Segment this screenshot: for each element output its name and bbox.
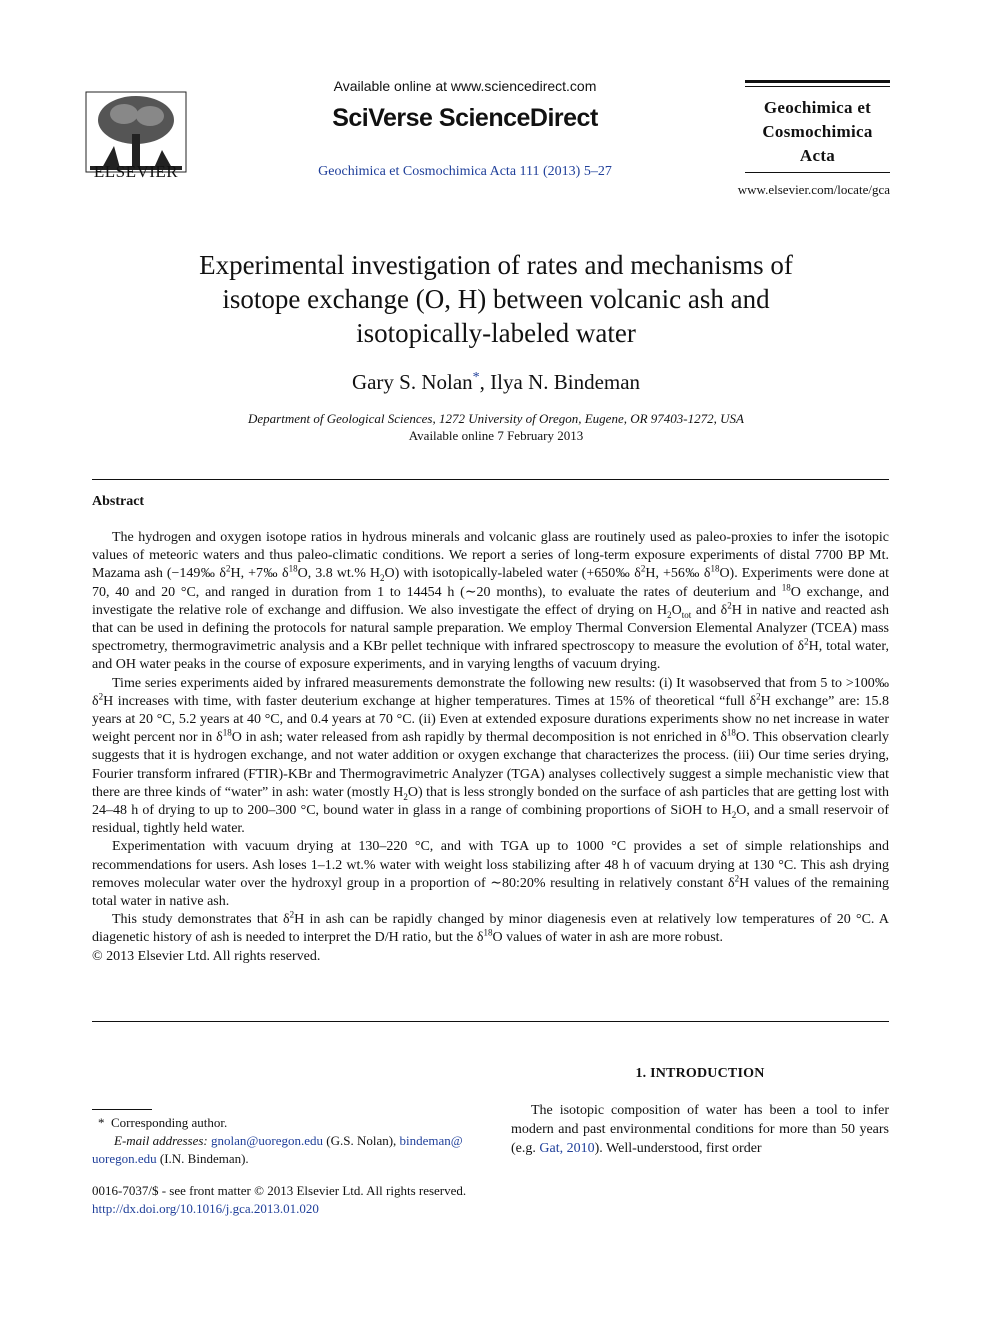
journal-title-line: Cosmochimica	[762, 122, 873, 141]
front-matter-info	[92, 1182, 512, 1218]
online-date: Available online 7 February 2013	[408, 428, 584, 443]
email-label: E-mail addresses:	[114, 1133, 208, 1148]
email-link-bindeman-part2[interactable]: uoregon.edu	[92, 1151, 157, 1166]
citation-link-gat-2010[interactable]: Gat, 2010	[539, 1141, 595, 1156]
journal-title-line: Geochimica et	[763, 98, 872, 117]
author-separator: ,	[479, 370, 491, 394]
journal-title-line: Acta	[799, 146, 836, 165]
sciverse-sciencedirect-brand: SciVerse ScienceDirect	[332, 104, 598, 132]
section-heading-introduction: 1. INTRODUCTION	[635, 1066, 765, 1081]
corresponding-author-marker[interactable]: *	[472, 370, 480, 385]
copyright-notice: © 2013 Elsevier Ltd. All rights reserved.	[92, 948, 321, 964]
title-line: isotopically-labeled water	[356, 318, 636, 348]
abstract-bottom-rule	[92, 1021, 889, 1022]
author-list	[100, 370, 892, 395]
doi-link[interactable]: http://dx.doi.org/10.1016/j.gca.2013.01.020	[92, 1201, 319, 1216]
email-addresses-cont	[92, 1150, 492, 1168]
abstract-paragraph: This study demonstrates that $\delta^2H$ in ash can be rapidly changed by minor diagenesis even at relatively low temperatures of 20 °C. A diagenetic history of ash is needed to interpret the D/H ratio, but the $\delta^{18}O$ values of water in ash are more robust. © 2013 Elsevier Ltd. All rights reserved.	[92, 909, 889, 964]
journal-citation-link[interactable]: Geochimica et Cosmochimica Acta 111 (2013) 5–27	[318, 164, 612, 179]
article-title	[100, 248, 892, 350]
email-owner-bindeman: (I.N. Bindeman).	[156, 1151, 249, 1166]
elsevier-wordmark: ELSEVIER	[93, 162, 179, 181]
author-nolan: Gary S. Nolan	[351, 370, 473, 394]
abstract-body	[92, 529, 889, 966]
email-owner-nolan: (G.S. Nolan),	[323, 1133, 400, 1148]
intro-text-end: ). Well-understood, first order	[594, 1141, 762, 1156]
corresponding-label: Corresponding author.	[111, 1115, 228, 1130]
email-addresses	[92, 1132, 492, 1150]
introduction-paragraph	[511, 1101, 889, 1158]
abstract-heading: Abstract	[92, 494, 145, 509]
available-online-line: Available online at www.sciencedirect.com	[333, 78, 597, 94]
journal-title	[745, 96, 890, 168]
footnotes	[92, 1114, 492, 1168]
affiliation: Department of Geological Sciences, 1272 University of Oregon, Eugene, OR 97403-1272, USA	[248, 411, 744, 426]
journal-box-rule-bottom	[745, 172, 890, 173]
email-link-bindeman-part1[interactable]: bindeman@	[399, 1133, 463, 1148]
corresponding-author-note	[92, 1114, 492, 1132]
journal-homepage-url[interactable]: www.elsevier.com/locate/gca	[737, 182, 890, 197]
abstract-paragraph: Time series experiments aided by infrared measurements demonstrate the following new results: (i) It wasobserved that from 5 to >100‰ $\delta^2H$ increases with time, with faster deuterium exchange at higher temperatures. Times at 15% of theoretical “full $\delta^2H$ exchange” are: 15.8 years at 20 °C, 5.2 years at 40 °C, and 0.4 years at 70 °C. (ii) Even at extended exposure durations experiments show no net increase in water weight percent nor in $\delta^{18}O$ in ash; water released from ash rapidly by thermal decomposition is not enriched in $\delta^{18}O$. This observation clearly suggests that it is hydrogen exchange, and not water addition or oxygen exchange that characterizes the process. (iii) Our time series drying, Fourier transform infrared (FTIR)-KBr and Thermogravimetric Analyzer (TGA) analyses collectively suggest a simple mechanistic view that there are three kinds of “water” in ash: water (mostly $H_2O$) that is less strongly bonded on the surface of ash particles that are getting lost with 24–48 h of drying to up to 200–300 °C, bound water in glass in a range of combining proportions of SiOH to $H_2O$, and a small reservoir of residual, tightly held water.	[92, 675, 889, 837]
footnote-rule	[92, 1109, 152, 1110]
abstract-paragraph: Experimentation with vacuum drying at 130–220 °C, and with TGA up to 1000 °C provides a set of simple relationships and recommendations for users. Ash loses 1–1.2 wt.% water with weight loss stabilizing after 48 h of vacuum drying at 130 °C. This ash drying removes molecular water over the hydroxyl group in a proportion of ∼80:20% resulting in relatively constant $\delta^2H$ values of the remaining total water in native ash.	[92, 839, 889, 910]
abstract-top-rule	[92, 479, 889, 480]
journal-box-rule-thin	[745, 86, 890, 87]
intro-text-start: The isotopic composition of water has been a tool to infer modern and past environmental conditions for more than 50 years (e.g.	[511, 1103, 889, 1156]
author-bindeman: Ilya N. Bindeman	[490, 370, 641, 394]
issn-line: 0016-7037/$ - see front matter © 2013 Elsevier Ltd. All rights reserved.	[92, 1183, 467, 1198]
email-link-nolan[interactable]: gnolan@uoregon.edu	[211, 1133, 323, 1148]
abstract-paragraph: The hydrogen and oxygen isotope ratios in hydrous minerals and volcanic glass are routinely used as paleo-proxies to infer the isotopic values of meteoric waters and thus paleo-climatic conditions. We report a series of long-term exposure experiments of distal 7700 BP Mt. Mazama ash (−149‰ $\delta^2H$, +7‰ $\delta^{18}O$, 3.8 wt.% $H_2O$) with isotopically-labeled water (+650‰ $\delta^2H$, +56‰ $\delta^{18}O$). Experiments were done at 70, 40 and 20 °C, and ranged in duration from 1 to 14454 h (∼20 months), to evaluate the rates of deuterium and $^{18}$O exchange, and investigate the relative role of exchange and diffusion. We also investigate the effect of drying on $H_2O_{tot}$ and $\delta^2H$ in native and reacted ash that can be used in defining the protocols for natural sample preparation. We employ Thermal Conversion Elemental Analyzer (TCEA) mass spectrometry, thermogravimetric analysis and a KBr pellet technique with infrared spectroscopy to measure the evolution of $\delta^2H$, total water, and OH water peaks in the course of exposure experiments, and in varying lengths of vacuum drying.	[92, 530, 889, 673]
title-line: isotope exchange (O, H) between volcanic ash and	[222, 284, 770, 314]
title-line: Experimental investigation of rates and mechanisms of	[199, 250, 793, 280]
journal-box-rule-thick	[745, 80, 890, 83]
footnote-star: *	[98, 1115, 105, 1130]
